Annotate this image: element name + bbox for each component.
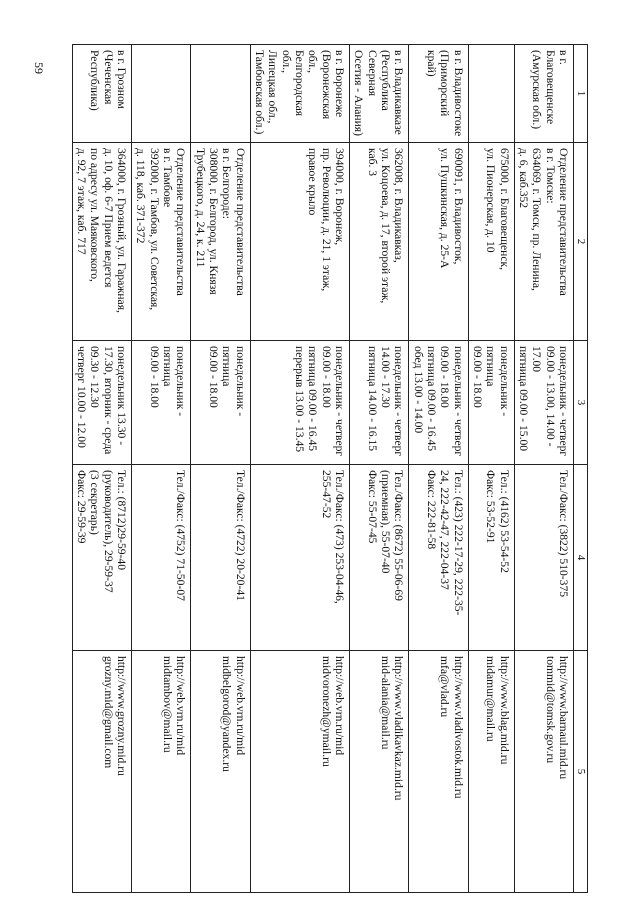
address-cell xyxy=(132,143,191,341)
header-col-5: 5 xyxy=(574,651,588,893)
city-cell xyxy=(514,45,573,143)
phone-cell xyxy=(132,465,191,651)
hours-cell-text: понедельник - четверг 14.00 - 17.30 пятница 14.00 - 16.15 xyxy=(365,346,406,457)
table-row xyxy=(191,45,250,893)
web-email-cell-text: http://web.vrn.ru/mid midtambov@mail.ru xyxy=(161,656,188,756)
city-cell-text: в г. Грозном (Чеченская Республика) xyxy=(88,50,129,111)
web-email-cell-text: http://www.vladivostok.mid.ru mfa@vlad.ru xyxy=(438,656,465,799)
hours-cell xyxy=(468,341,514,465)
header-col-1: 1 xyxy=(574,45,588,143)
phone-cell xyxy=(409,465,468,651)
hours-cell-text: понедельник - пятница 09.00 - 18.00 xyxy=(147,346,188,417)
web-email-cell-text: http://www.grozny.mid.ru grozny.mid@gmail.com xyxy=(101,656,129,776)
phone-cell xyxy=(350,465,409,651)
table-row xyxy=(409,45,468,893)
address-cell xyxy=(191,143,250,341)
city-cell xyxy=(132,45,191,143)
web-email-cell-text: http://web.vrn.ru/mid midvoronezh@ymail.ru xyxy=(319,656,347,767)
header-col-4: 4 xyxy=(574,465,588,651)
city-cell xyxy=(350,45,409,143)
city-cell xyxy=(72,45,131,143)
table-row xyxy=(250,45,349,893)
table-row xyxy=(468,45,514,893)
phone-cell xyxy=(514,465,573,651)
phone-cell-text: Тел./Факс: (473) 253-04-46, 255-47-52 xyxy=(319,470,347,604)
hours-cell xyxy=(72,341,131,465)
address-cell-text: Отделение представительства в г. Белгороде: 308000, г. Белгород, ул. Князя Трубецкого, д. 24, к. 211 xyxy=(193,148,247,296)
hours-cell xyxy=(409,341,468,465)
city-cell-text: в г. Воронеже (Воронежская обл., Белгородская обл., Липецкая обл., Тамбовская обл.) xyxy=(253,50,347,135)
phone-cell-text: Тел.: (8712)29-59-40 (руководитель), 29-59-37 (3 секретарь) Факс: 29-59-39 xyxy=(75,470,129,593)
address-cell-text: Отделение представительства в г. Томске: 634069, г. Томск, пр. Ленина, д. 6, каб.352 xyxy=(517,148,570,296)
rotated-table-container xyxy=(75,44,588,892)
city-cell xyxy=(191,45,250,143)
address-cell-text: 364000, г. Грозный, ул. Гаражная, д. 10, оф. 6-7 Прием ведется по адресу ул. Маяковского, д. 92, 7 этаж, каб. 717 xyxy=(75,148,129,313)
hours-cell-text: понедельник - четверг 09.00 - 18.00 пятница 09.00 - 16.45 обед 13.00 - 14.00 xyxy=(411,346,465,457)
web-email-cell xyxy=(132,651,191,893)
web-email-cell xyxy=(250,651,349,893)
phone-cell-text: Тел.: (4162) 53-54-52 Факс: 53-52-91 xyxy=(484,470,511,573)
web-email-cell-text: http://www.vladikavkaz.mid.ru mid-alania@mail.ru xyxy=(379,656,406,801)
web-email-cell-text: http://www.barnaul.mid.ru tommid@tomsk.gov.ru xyxy=(543,656,570,780)
page-number: 59 xyxy=(32,62,46,74)
phone-cell-text: Тел./Факс: (3822) 510-375 xyxy=(557,470,570,598)
city-cell-text: в г. Владикавказе (Республика Северная Осетия - Алания) xyxy=(352,50,406,136)
hours-cell xyxy=(191,341,250,465)
address-cell-text: 675000, г. Благовещенск, ул. Пионерская, д. 10 xyxy=(484,148,511,271)
web-email-cell-text: http://web.vrn.ru/mid midbelgorod@yandex.ru xyxy=(220,656,247,772)
table-header-row xyxy=(574,45,588,893)
address-cell-text: 362008, г. Владикавказ, ул. Коцоева, д. 17, второй этаж, каб. 3 xyxy=(365,148,406,304)
hours-cell-text: понедельник - четверг 09.00 - 13.00, 14.00 - 17.00 пятница 09.00 - 15.00 xyxy=(517,346,570,457)
web-email-cell xyxy=(468,651,514,893)
hours-cell-text: понедельник - четверг 09.00 - 18.00 пятница 09.00 - 16.45 перерыв 13.00 - 13.45 xyxy=(293,346,347,457)
table-row xyxy=(132,45,191,893)
web-email-cell xyxy=(409,651,468,893)
city-cell xyxy=(250,45,349,143)
header-col-2: 2 xyxy=(574,143,588,341)
phone-cell xyxy=(468,465,514,651)
hours-cell xyxy=(132,341,191,465)
hours-cell xyxy=(514,341,573,465)
table-row xyxy=(514,45,573,893)
phone-cell-text: Тел./Факс: (4752) 71-50-07 xyxy=(174,470,188,601)
web-email-cell xyxy=(72,651,131,893)
address-cell xyxy=(350,143,409,341)
address-cell-text: 394000, г. Воронеж, пр. Революции, д. 21, 1 этаж, правое крыло xyxy=(306,148,347,292)
phone-cell xyxy=(191,465,250,651)
phone-cell xyxy=(250,465,349,651)
web-email-cell xyxy=(191,651,250,893)
address-cell xyxy=(72,143,131,341)
table-row xyxy=(350,45,409,893)
phone-cell-text: Тел.: (423) 222-17-29, 222-35- 24, 222-42-47, 222-04-37 Факс: 222-81-58 xyxy=(425,470,465,616)
city-cell xyxy=(409,45,468,143)
address-cell xyxy=(468,143,514,341)
city-cell-text: в г. Владивостоке (Приморский край) xyxy=(425,50,465,137)
address-cell-text: Отделение представительства в г. Тамбове 392000, г. Тамбов, ул. Советская, д. 118, каб. 371-372 xyxy=(134,148,188,311)
phone-cell-text: Тел./Факс: (8672) 55-06-69 (приемная), 55-07-40 Факс: 55-07-45 xyxy=(365,470,406,601)
phone-cell-text: Тел./Факс: (4722) 20-20-41 xyxy=(233,470,247,601)
address-cell-text: 690091, г. Владивосток, ул. Пушкинская, д. 25-А xyxy=(438,148,465,269)
representation-offices-table xyxy=(72,44,588,893)
table-row xyxy=(72,45,131,893)
hours-cell-text: понедельник - пятница 09.00 - 18.00 xyxy=(207,346,247,417)
phone-cell xyxy=(72,465,131,651)
city-cell xyxy=(468,45,514,143)
web-email-cell xyxy=(514,651,573,893)
hours-cell xyxy=(250,341,349,465)
hours-cell xyxy=(350,341,409,465)
header-col-3: 3 xyxy=(574,341,588,465)
web-email-cell xyxy=(350,651,409,893)
hours-cell-text: понедельник 13.30 - 17.30, вторник - среда 09.30 - 12.30 четверг 10.00 - 12.00 xyxy=(75,346,129,455)
web-email-cell-text: http://www.blag.mid.ru midamur@mail.ru xyxy=(484,656,511,765)
address-cell xyxy=(250,143,349,341)
address-cell xyxy=(409,143,468,341)
hours-cell-text: понедельник - пятница 09.00 - 18.00 xyxy=(471,346,511,417)
address-cell xyxy=(514,143,573,341)
city-cell-text: в г. Благовещенске (Амурская обл.) xyxy=(530,50,570,130)
